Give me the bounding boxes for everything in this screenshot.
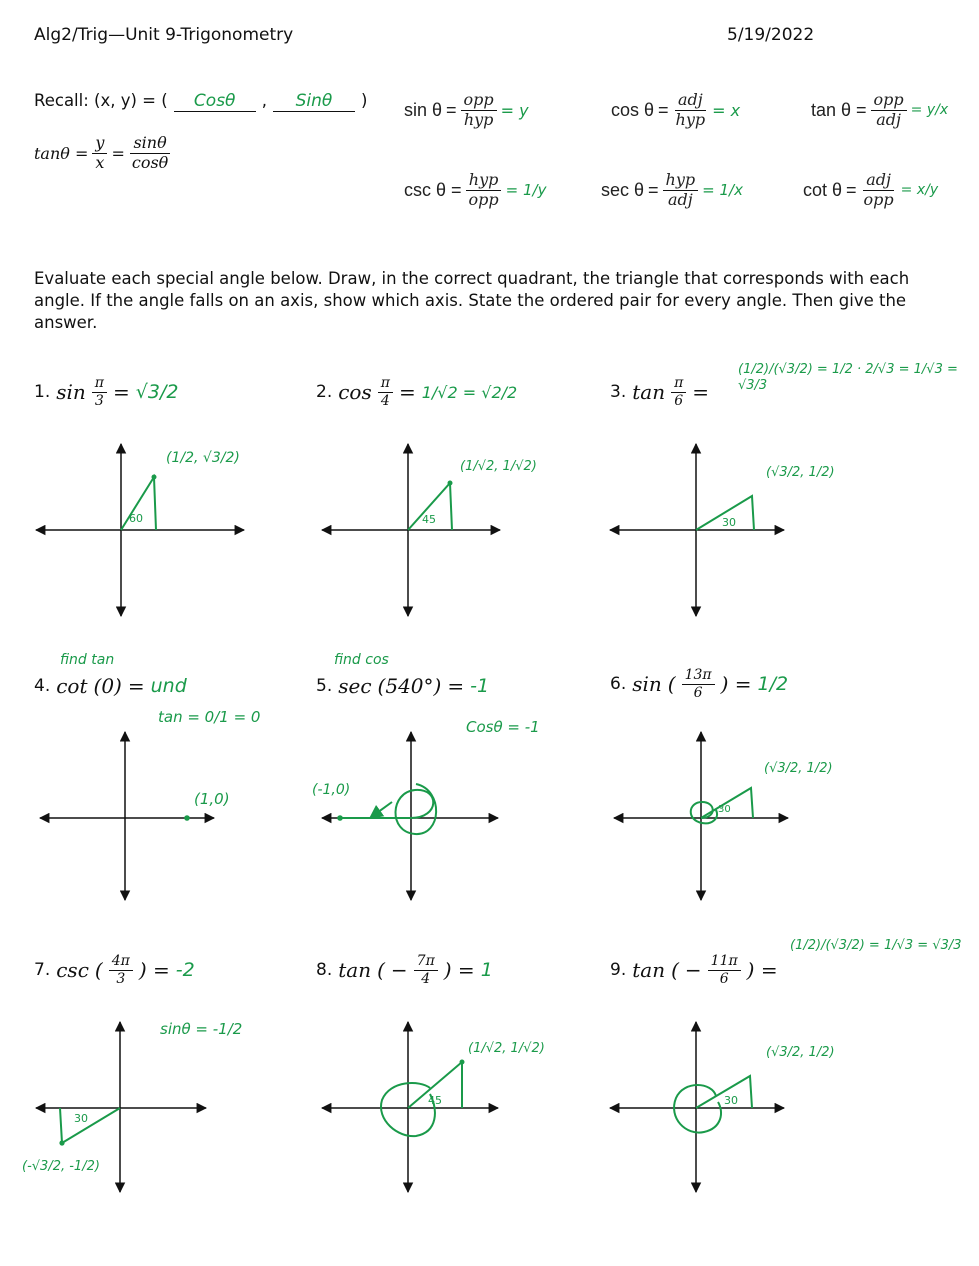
recall-line [34,91,367,112]
problem-7-den: 3 [116,970,126,987]
recall-suffix: ) [360,91,368,110]
problem-2-den: 4 [380,392,390,409]
graph-2 [320,440,550,620]
problem-1-answer: √3/2 [135,381,179,404]
problem-3-func: tan [632,380,666,405]
graph-8 [320,1018,560,1198]
def-csc-name: csc θ = [404,179,462,200]
graph-1 [34,440,254,620]
problem-4-func: cot [56,674,88,698]
instructions: Evaluate each special angle below. Draw, in the correct quadrant, the triangle that corresponds with each angle. If the angle falls on an axis, show which axis. State the ordered pair for every angle. Then give the answer. [34,269,910,332]
problem-4-note: find tan [60,652,115,668]
problem-7-num: 4π [109,954,133,971]
graph-2-point [448,481,453,486]
recall-prefix: Recall: (x, y) = ( [34,91,168,110]
problem-6-answer: 1/2 [757,673,789,696]
graph-3-point-label: (√3/2, 1/2) [766,465,835,480]
problem-3-num: π [671,376,686,393]
problem-2: 2. cos $\frac{\pi}{4}$ = 1/√2 = √2/2 [316,375,518,409]
problem-1: 1. sin $\frac{\pi}{3}$ = √3/2 [34,375,179,409]
problem-7: 7. csc ( $\frac{4\pi}{3}$ ) = -2 [34,953,195,987]
graph-6 [612,728,862,908]
problem-5-answer: -1 [470,675,490,697]
header-left: Alg2/Trig—Unit 9-Trigonometry [34,25,294,45]
def-tan-note: = y/x [910,102,949,119]
def-csc-den: opp [468,189,499,209]
graph-5 [312,728,540,908]
problem-5-note2: Cosθ = -1 [466,718,540,736]
graph-7 [22,1018,254,1198]
def-tan [811,92,948,129]
problem-8: 8. tan ( − $\frac{7\pi}{4}$ ) = 1 [316,953,493,987]
def-sin: sin θ = $\frac{\text{opp}}{\text{hyp}}$ = y [404,90,529,129]
def-csc-num: hyp [466,172,502,191]
problem-1-func: sin [56,380,86,405]
def-csc [404,172,546,209]
graph-6-point-label: (√3/2, 1/2) [764,761,833,776]
def-tan-den: adj [876,109,901,129]
def-cos-name: cos θ [611,99,655,120]
problem-9-func: tan [632,958,666,983]
problem-6-func: sin [632,672,662,697]
def-tan-name: tan θ = [811,99,867,120]
graph-1-point [152,475,157,480]
graph-3 [608,440,858,620]
def-tan-num: opp [871,92,907,111]
def-sec-den: adj [667,189,693,209]
problem-8-answer: 1 [480,959,493,982]
problem-8-number: 8. [316,960,333,981]
problem-3: 3. tan $\frac{\pi}{6}$ = [610,375,710,409]
def-sin-num: opp [461,92,497,111]
graph-9 [608,1018,858,1198]
graph-5-point-label: (-1,0) [312,782,351,798]
problem-7-func: csc [56,958,89,983]
graph-8-point-label: (1/√2, 1/√2) [468,1041,545,1056]
def-cot-den: opp [863,189,894,209]
tan-identity-den1: x [95,152,105,172]
problem-7-answer: -2 [175,959,195,982]
graph-5-point [337,815,343,821]
def-cos-num: adj [675,92,706,111]
graph-7-point-label: (-√3/2, -1/2) [22,1159,100,1174]
def-cot-note: = x/y [900,182,939,199]
graph-9-angle: 30 [724,1094,738,1107]
graph-5-arrow [370,802,392,818]
graph-7-point [59,1140,64,1145]
problem-5-note: find cos [334,652,389,668]
problem-8-den: 4 [421,970,431,987]
graph-7-angle: 30 [74,1112,88,1125]
header-date: 5/19/2022 [727,25,815,45]
problem-7-note2: sinθ = -1/2 [160,1020,243,1038]
def-sin-name: sin θ [404,99,443,120]
problem-9-neg: − [684,958,702,983]
problem-2-num: π [378,376,393,393]
graph-2-angle: 45 [422,513,436,526]
recall-comma: , [261,91,267,110]
graph-3-angle: 30 [722,516,736,529]
problem-5-arg: (540°) [377,674,442,698]
problem-6-den: 6 [693,684,703,701]
tan-identity-num2: sinθ [130,135,169,154]
graph-8-angle: 45 [428,1094,442,1107]
problem-4-note2: tan = 0/1 = 0 [158,708,261,726]
problem-9-number: 9. [610,960,627,981]
graph-9-point-label: (√3/2, 1/2) [766,1045,835,1060]
problem-2-number: 2. [316,382,333,403]
def-sin-note: = y [500,100,529,120]
problem-3-den: 6 [674,392,684,409]
problem-1-den: 3 [94,392,104,409]
def-cot-name: cot θ [803,179,843,200]
graph-8-point [460,1060,465,1065]
tan-identity-lhs: tanθ = [34,143,89,163]
problem-3-answer: (1/2)/(√3/2) = 1/2 · 2/√3 = 1/√3 = √3/3 [738,362,958,393]
def-sec-note: = 1/x [702,181,743,200]
def-cot: cot θ = $\frac{\text{adj}}{\text{opp}}$ = x/y [803,170,939,209]
problem-1-num: π [92,376,107,393]
problem-9-answer: (1/2)/(√3/2) = 1/√3 = √3/3 [790,938,962,953]
recall-answer-y: Sinθ [273,91,355,112]
problem-5: 5. sec (540°) = -1 [316,674,490,698]
def-cos: cos θ = $\frac{\text{adj}}{\text{hyp}}$ = x [611,90,741,129]
problem-6: 6. sin ( $\frac{13\pi}{6}$ ) = 1/2 [610,667,789,701]
problem-2-func: cos [338,380,372,405]
problem-1-number: 1. [34,382,51,403]
graph-6-angle: 30 [718,804,731,815]
def-csc-note: = 1/y [505,181,547,200]
graph-1-angle: 60 [129,512,143,525]
problem-4-answer: und [150,675,187,697]
def-cos-den: hyp [675,109,706,129]
graph-4 [38,728,258,908]
problem-8-neg: − [390,958,408,983]
graph-5-rotation-spiral [395,784,436,834]
graph-1-point-label: (1/2, √3/2) [166,450,240,466]
def-cos-note: = x [712,100,741,120]
problem-3-number: 3. [610,382,627,403]
problem-4-arg: (0) [93,674,122,698]
graph-7-triangle [60,1108,120,1143]
def-sec: sec θ = $\frac{\text{hyp}}{\text{adj}}$ = 1/x [601,170,743,209]
problem-8-func: tan [338,958,372,983]
def-sec-num: hyp [663,172,699,191]
recall-answer-x: Cosθ [174,91,256,112]
tan-identity-num1: y [92,135,107,154]
problem-6-num: 13π [682,668,715,685]
problem-5-func: sec [338,674,372,698]
graph-6-rotation-spiral [691,802,717,823]
problem-4-number: 4. [34,676,51,696]
graph-9-rotation-circle [674,1085,721,1133]
problem-9-den: 6 [719,970,729,987]
graph-4-point-label: (1,0) [194,790,230,808]
tan-identity-den2: cosθ [131,152,169,172]
problem-6-number: 6. [610,674,627,695]
graph-4-point [184,815,190,821]
problem-8-num: 7π [414,954,438,971]
def-sec-name: sec θ [601,179,645,200]
problem-4: 4. cot (0) = und [34,674,187,698]
graph-2-point-label: (1/√2, 1/√2) [460,459,537,474]
def-sin-den: hyp [463,109,494,129]
tan-identity: tanθ = $\frac{y}{x}$ = $\frac{\sin\theta}{\cos\theta}$ [34,135,171,172]
def-cot-num: adj [863,172,894,191]
problem-7-number: 7. [34,960,51,981]
problem-9: 9. tan ( − $\frac{11\pi}{6}$ ) = [610,953,778,987]
problem-5-number: 5. [316,676,333,696]
problem-9-num: 11π [708,954,741,971]
problem-2-answer: 1/√2 = √2/2 [421,382,518,402]
